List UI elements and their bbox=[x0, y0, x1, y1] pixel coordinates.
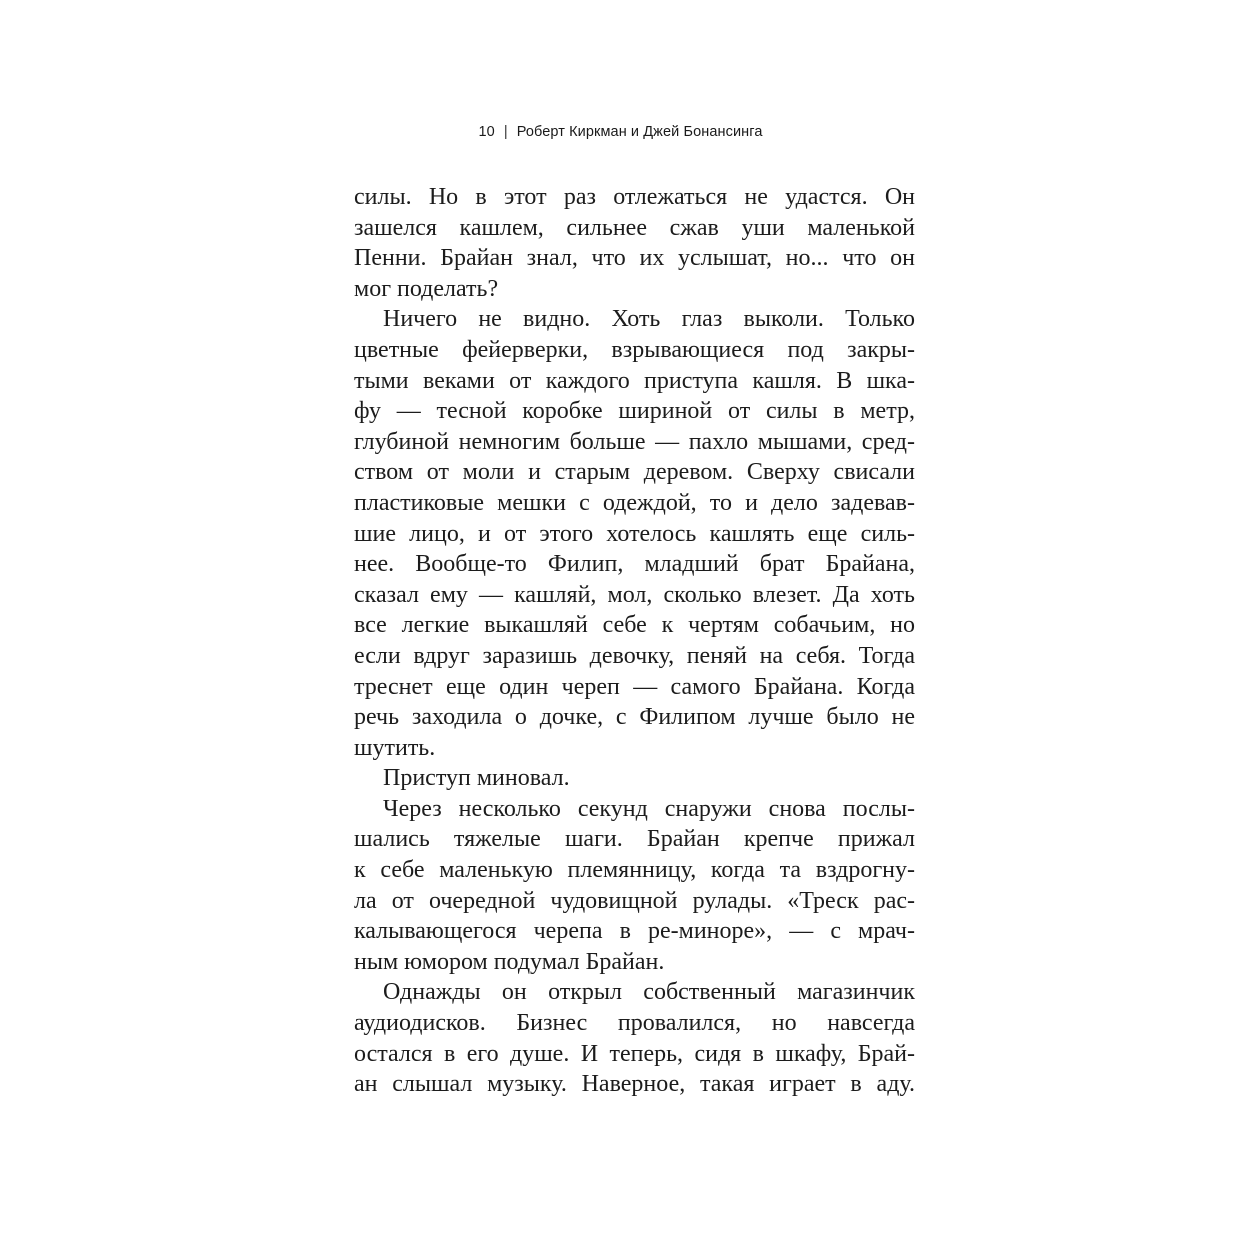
paragraph bbox=[354, 977, 915, 1099]
header-authors: Роберт Киркман и Джей Бонансинга bbox=[516, 124, 763, 140]
text-line: нее. Вообще-то Филип, младший брат Брайана, bbox=[354, 551, 915, 578]
text-line: калывающегося черепа в ре-миноре», — с мрач- bbox=[354, 918, 915, 945]
text-line: тыми веками от каждого приступа кашля. В шка- bbox=[354, 367, 915, 394]
text-line: шутить. bbox=[354, 734, 436, 761]
paragraph bbox=[354, 182, 915, 304]
text-line: силы. Но в этот раз отлежаться не удастся. Он bbox=[354, 184, 915, 210]
body-text bbox=[354, 182, 915, 1100]
text-line: речь заходила о дочке, с Филипом лучше было не bbox=[354, 704, 915, 731]
header-separator: | bbox=[503, 124, 508, 140]
text-line: к себе маленькую племянницу, когда та вздрогну- bbox=[354, 857, 915, 884]
text-line: треснет еще один череп — самого Брайана. Когда bbox=[354, 673, 915, 700]
text-line: аудиодисков. Бизнес провалился, но навсегда bbox=[354, 1010, 915, 1037]
text-line: если вдруг заразишь девочку, пеняй на себя. Тогда bbox=[354, 642, 915, 669]
text-line: цветные фейерверки, взрывающиеся под закры- bbox=[354, 336, 915, 363]
text-line: Ничего не видно. Хоть глаз выколи. Только bbox=[383, 306, 915, 333]
text-line: ством от моли и старым деревом. Сверху свисали bbox=[354, 459, 915, 486]
text-line: шались тяжелые шаги. Брайан крепче прижал bbox=[354, 826, 915, 853]
text-line: пластиковые мешки с одеждой, то и дело задевав- bbox=[354, 489, 915, 516]
text-line: Приступ миновал. bbox=[383, 765, 570, 792]
text-line: шие лицо, и от этого хотелось кашлять еще силь- bbox=[354, 520, 915, 547]
text-line: ан слышал музыку. Наверное, такая играет в аду. bbox=[354, 1071, 915, 1098]
text-line: ным юмором подумал Брайан. bbox=[354, 948, 665, 975]
page-number: 10 bbox=[478, 124, 495, 140]
text-line: мог поделать? bbox=[354, 275, 499, 302]
text-line: ла от очередной чудовищной рулады. «Треск рас- bbox=[354, 887, 915, 914]
text-line: фу — тесной коробке шириной от силы в метр, bbox=[354, 398, 915, 425]
text-line: зашелся кашлем, сильнее сжав уши маленькой bbox=[354, 214, 915, 241]
paragraph bbox=[354, 763, 915, 794]
text-line: сказал ему — кашляй, мол, сколько влезет. Да хоть bbox=[354, 581, 915, 608]
text-line: Однажды он открыл собственный магазинчик bbox=[383, 979, 915, 1006]
text-line: остался в его душе. И теперь, сидя в шкафу, Брай- bbox=[354, 1040, 915, 1067]
text-line: Через несколько секунд снаружи снова послы- bbox=[383, 795, 915, 822]
text-line: Пенни. Брайан знал, что их услышат, но... что он bbox=[354, 245, 915, 272]
text-line: глубиной немногим больше — пахло мышами, сред- bbox=[354, 428, 915, 455]
running-header bbox=[0, 124, 1241, 140]
paragraph bbox=[354, 794, 915, 978]
text-line: все легкие выкашляй себе к чертям собачьим, но bbox=[354, 612, 915, 639]
paragraph bbox=[354, 304, 915, 763]
